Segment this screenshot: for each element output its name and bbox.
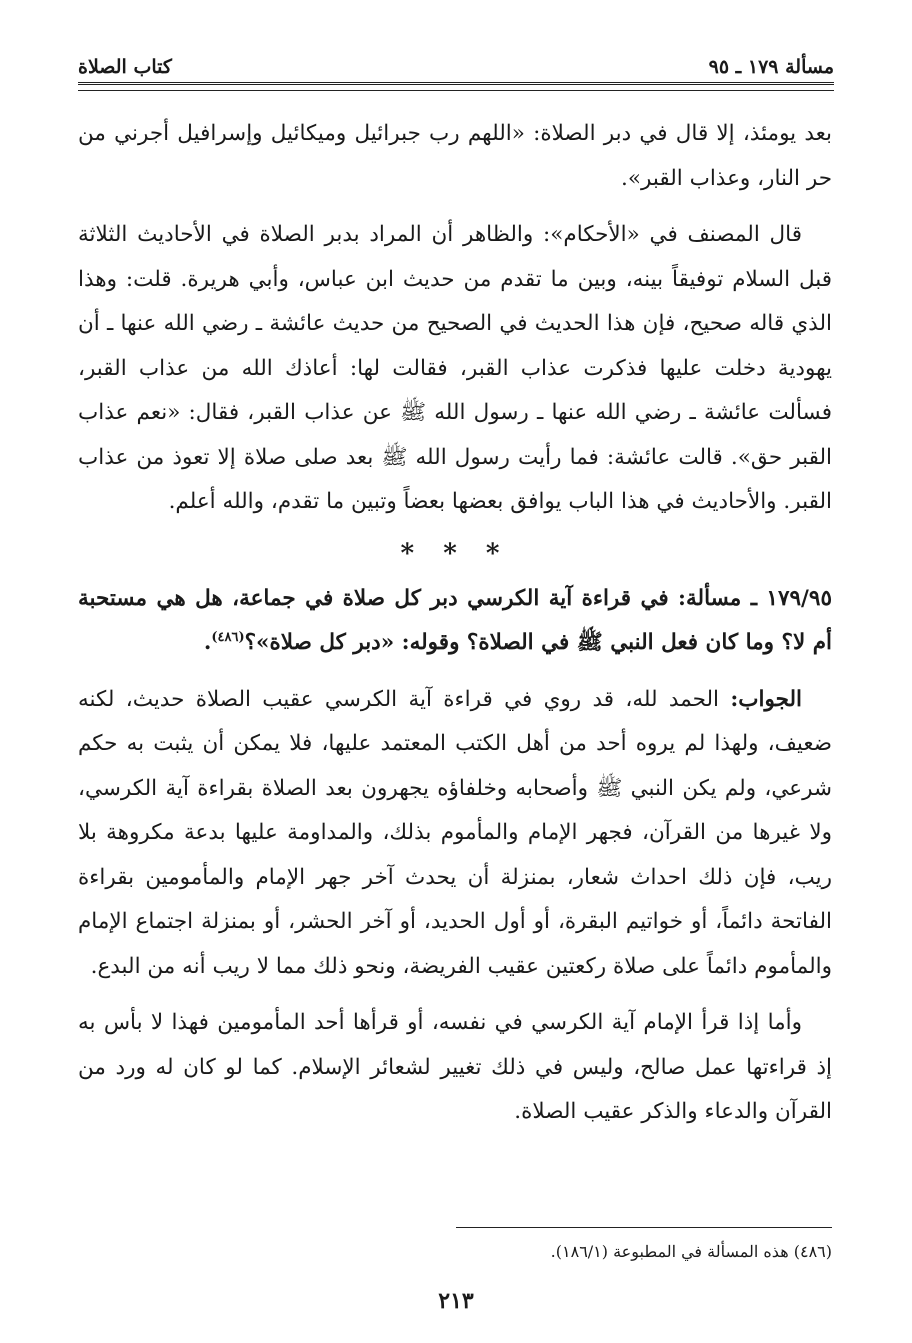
header-issue-number: مسألة ١٧٩ ـ ٩٥ [708, 56, 834, 78]
running-header [78, 44, 834, 78]
answer-lead: الجواب: [730, 686, 802, 712]
footnote: (٤٨٦) هذه المسألة في المطبوعة (١٨٦/١). [550, 1242, 832, 1261]
header-rule [78, 82, 834, 87]
question-text: ١٧٩/٩٥ ـ مسألة: في قراءة آية الكرسي دبر كل صلاة في جماعة، هل هي مستحبة أم لا؟ وما كان فعل النبي ﷺ في الصلاة؟ وقوله: «دبر كل صلاة»؟ [78, 585, 832, 655]
footnote-rule [456, 1227, 832, 1228]
question-heading: ١٧٩/٩٥ ـ مسألة: في قراءة آية الكرسي دبر كل صلاة في جماعة، هل هي مستحبة أم لا؟ وما كان فعل النبي ﷺ في الصلاة؟ وقوله: «دبر كل صلاة»؟$^{(٤٨٦)}$. [78, 585, 832, 655]
answer-paragraph [78, 678, 832, 990]
section-separator: * * * [400, 538, 510, 569]
page-number: ٢١٣ [438, 1288, 474, 1314]
paragraph-1: بعد يومئذ، إلا قال في دبر الصلاة: «اللهم رب جبرائيل وميكائيل وإسرافيل أجرني من حر النار، وعذاب القبر». [78, 121, 832, 191]
closing-paragraph: وأما إذا قرأ الإمام آية الكرسي في نفسه، أو قرأها أحد المأمومين فهذا لا بأس به إذ قراءتها عمل صالح، وليس في ذلك تغيير لشعائر الإسلام. كما لو كان له ورد من القرآن والدعاء والذكر عقيب الصلاة. [78, 1010, 832, 1124]
answer-text: الحمد لله، قد روي في قراءة آية الكرسي عقيب الصلاة حديث، لكنه ضعيف، ولهذا لم يروه أحد من أهل الكتب المعتمد عليها، فلا يمكن أن يثبت به حكم شرعي، ولم يكن النبي ﷺ وأصحابه وخلفاؤه يجهرون بعد الصلاة بقراءة آية الكرسي، ولا غيرها من القرآن، فجهر الإمام والمأموم بذلك، والمداومة عليها بدعة مكروهة بلا ريب، فإن ذلك احداث شعار، بمنزلة أن يحدث آخر جهر الإمام والمأمومين بقراءة الفاتحة دائماً، أو خواتيم البقرة، أو أول الحديد، أو آخر الحشر، أو بمنزلة اجتماع الإمام والمأموم دائماً على صلاة ركعتين عقيب الفريضة، ونحو ذلك مما لا ريب أنه من البدع. [78, 686, 832, 979]
header-book-title: كتاب الصلاة [78, 56, 172, 78]
footnote-ref: (٤٨٦) [211, 629, 245, 645]
main-text [78, 112, 832, 1135]
paragraph-2: قال المصنف في «الأحكام»: والظاهر أن المراد بدبر الصلاة في الأحاديث الثلاثة قبل السلام توفيقاً بينه، وبين ما تقدم من حديث ابن عباس، وأبي هريرة. قلت: وهذا الذي قاله صحيح، فإن هذا الحديث في الصحيح من حديث عائشة ـ رضي الله عنها ـ أن يهودية دخلت عليها فذكرت عذاب القبر، فقالت لها: أعاذك الله من عذاب القبر، فسألت عائشة ـ رضي الله عنها ـ رسول الله ﷺ عن عذاب القبر، فقال: «نعم عذاب القبر حق». قالت عائشة: فما رأيت رسول الله ﷺ بعد صلى صلاة إلا تعوذ من عذاب القبر. والأحاديث في هذا الباب يوافق بعضها بعضاً وتبين ما تقدم، والله أعلم. [78, 222, 832, 514]
